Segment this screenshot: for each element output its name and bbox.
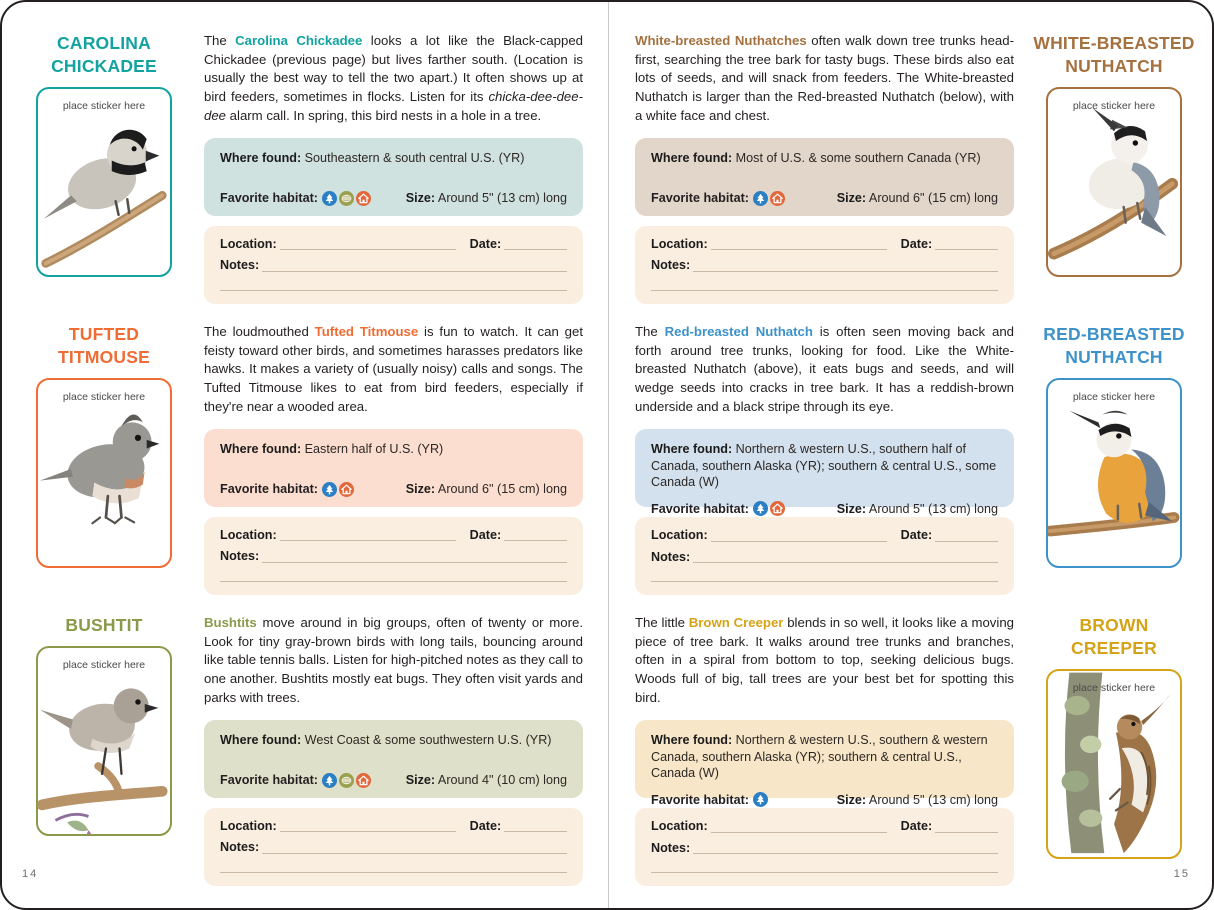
- notes-input-line-2[interactable]: [651, 572, 998, 582]
- notes-row: [651, 551, 998, 564]
- size-label: Size:: [836, 792, 867, 807]
- bird-description: The Carolina Chickadee looks a lot like the Black-capped Chickadee (previous page) but lives farther south. (Location is usually the best way to tell the two apart.) It often shows up at bird feeders, sometimes in flocks. Listen for its chicka-dee-dee-dee alarm call. In spring, this bird nests in a hole in a tree.: [204, 33, 583, 123]
- notes-label: Notes:: [220, 840, 260, 855]
- where-found-value: West Coast & some southwestern U.S. (YR): [304, 732, 552, 747]
- sticker-slot[interactable]: [36, 378, 172, 568]
- notes-label: Notes:: [651, 549, 691, 564]
- right-page: [607, 2, 1212, 908]
- location-label: Location:: [220, 818, 277, 833]
- bird-illustration-rbnuthatch: [1048, 380, 1180, 566]
- location-date-row: [220, 529, 567, 542]
- location-date-row: [651, 820, 998, 833]
- habitat-icon-yard: [770, 501, 785, 516]
- favorite-habitat-label: Favorite habitat:: [220, 773, 318, 788]
- location-label: Location:: [651, 819, 708, 833]
- where-found-value: Eastern half of U.S. (YR): [304, 441, 444, 456]
- sticker-placeholder-label: place sticker here: [62, 391, 146, 404]
- notes-input-line-2[interactable]: [651, 281, 998, 291]
- date-label: Date:: [900, 236, 933, 251]
- notes-row: [651, 259, 998, 272]
- favorite-habitat-label: Favorite habitat:: [651, 792, 749, 807]
- notes-input-line-1[interactable]: [693, 552, 998, 563]
- habitat-icon-list: [753, 792, 770, 807]
- field-notes-box: [204, 517, 583, 595]
- sticker-placeholder-label: place sticker here: [62, 659, 146, 672]
- bird-info-column: [627, 598, 1030, 886]
- habitat-icon-yard: [339, 482, 354, 497]
- notes-input-line-1[interactable]: [693, 843, 998, 854]
- bird-name-inline: White-breasted Nuthatches: [635, 33, 807, 48]
- notes-label: Notes:: [220, 549, 260, 564]
- favorite-habitat-label: Favorite habitat:: [651, 191, 749, 206]
- where-found-label: Where found:: [651, 732, 733, 747]
- size-group: [837, 793, 998, 807]
- bird-illustration-titmouse: [38, 380, 170, 566]
- bird-illustration-chickadee: [38, 89, 170, 275]
- habitat-size-row: [220, 482, 567, 497]
- habitat-icon-list: [322, 482, 356, 497]
- bird-facts-box: [204, 720, 583, 798]
- location-date-row: [220, 820, 567, 833]
- bird-illustration-wbnuthatch: [1048, 89, 1180, 275]
- date-label: Date:: [469, 236, 502, 251]
- bird-entry: [627, 598, 1198, 886]
- bird-description: White-breasted Nuthatches often walk down tree trunks head-first, searching the tree bark for tasty bugs. These birds also eat lots of seeds, and will snack from feeders. The White-breasted Nuthatch is larger than the Red-breasted Nuthatch (below), with a white face and chest.: [635, 33, 1014, 123]
- where-found-label: Where found:: [220, 441, 302, 456]
- field-notes-box: [635, 226, 1014, 304]
- location-input[interactable]: [711, 822, 887, 833]
- habitat-icon-woods: [322, 191, 337, 206]
- notes-row: [220, 841, 567, 854]
- bird-facts-box: [635, 138, 1014, 216]
- notes-input-line-1[interactable]: [262, 261, 567, 272]
- bird-title: TUFTED TITMOUSE: [57, 324, 150, 368]
- bird-sticker-column: [20, 307, 188, 595]
- habitat-icon-yard: [770, 191, 785, 206]
- where-found-row: [220, 441, 567, 458]
- size-group: [406, 773, 567, 787]
- bird-sticker-column: [1030, 598, 1198, 886]
- habitat-icon-list: [322, 191, 373, 206]
- favorite-habitat-group: [220, 773, 373, 788]
- habitat-icon-woods: [322, 482, 337, 497]
- habitat-icon-list: [753, 501, 787, 516]
- sticker-placeholder-label: place sticker here: [1072, 100, 1156, 113]
- size-group: [837, 191, 998, 205]
- spine-divider: [608, 2, 609, 908]
- bird-entry: [20, 598, 593, 886]
- date-input[interactable]: [504, 821, 567, 832]
- bird-name-inline: Brown Creeper: [688, 615, 784, 630]
- where-found-value: Northern & western U.S., southern half of Canada, southern Alaska (YR); southern & central U.S., some Canada (W): [651, 441, 997, 490]
- bird-description: The little Brown Creeper blends in so well, it looks like a moving piece of tree bark. It walks around tree trunks and branches, often in a spiral from bottom to top, seeking delicious bugs. Woods full of big, tall trees are your best bet for spotting this bird.: [635, 615, 1014, 705]
- habitat-size-row: [651, 501, 998, 516]
- bird-entry: [20, 307, 593, 595]
- habitat-icon-yard: [356, 191, 371, 206]
- location-label: Location:: [220, 527, 277, 542]
- size-value: Around 6" (15 cm) long: [437, 482, 567, 497]
- habitat-icon-field: [339, 773, 354, 788]
- sticker-slot[interactable]: [36, 87, 172, 277]
- habitat-icon-list: [322, 773, 373, 788]
- favorite-habitat-label: Favorite habitat:: [220, 482, 318, 497]
- bird-sticker-column: [20, 598, 188, 886]
- habitat-icon-woods: [753, 191, 768, 206]
- date-label: Date:: [469, 527, 502, 542]
- bird-title: BROWN CREEPER: [1070, 615, 1157, 659]
- habitat-icon-woods: [753, 501, 768, 516]
- location-input[interactable]: [280, 821, 456, 832]
- date-input[interactable]: [935, 822, 998, 833]
- favorite-habitat-group: [220, 191, 373, 206]
- size-value: Around 4" (10 cm) long: [437, 773, 567, 788]
- location-date-row: [651, 238, 998, 251]
- field-notes-box: [635, 808, 1014, 886]
- size-label: Size:: [405, 482, 436, 497]
- call-phrase: chicka-dee-dee-dee: [204, 89, 583, 123]
- bird-facts-box: [204, 138, 583, 216]
- location-label: Location:: [220, 236, 277, 251]
- favorite-habitat-label: Favorite habitat:: [220, 191, 318, 206]
- sticker-slot[interactable]: [1046, 87, 1182, 277]
- bird-name-inline: Carolina Chickadee: [235, 33, 363, 48]
- notes-row: [651, 842, 998, 855]
- habitat-icon-yard: [356, 773, 371, 788]
- where-found-row: [220, 150, 567, 167]
- field-notes-box: [204, 226, 583, 304]
- left-page: [2, 2, 607, 908]
- date-input[interactable]: [504, 530, 567, 541]
- location-label: Location:: [651, 528, 708, 542]
- date-label: Date:: [900, 528, 933, 542]
- date-label: Date:: [469, 818, 502, 833]
- notes-input-line-1[interactable]: [262, 552, 567, 563]
- bird-info-column: [188, 598, 593, 886]
- location-input[interactable]: [711, 531, 887, 542]
- bird-description: The Red-breasted Nuthatch is often seen moving back and forth around tree trunks, looking for food. Like the White-breasted Nuthatch (above), it eats bugs and seeds, and will wedge seeds into cracks in tree bark. It has a reddish-brown underside and a black stripe through its eye.: [635, 324, 1014, 414]
- size-label: Size:: [836, 191, 867, 206]
- location-date-row: [220, 238, 567, 251]
- size-value: Around 5" (13 cm) long: [437, 191, 567, 206]
- where-found-value: Southeastern & south central U.S. (YR): [304, 150, 525, 165]
- where-found-row: [220, 732, 567, 749]
- bird-name-inline: Bushtits: [204, 615, 257, 630]
- location-input[interactable]: [280, 530, 456, 541]
- notes-row: [220, 550, 567, 563]
- size-value: Around 5" (13 cm) long: [868, 501, 998, 516]
- notes-input-line-2[interactable]: [220, 572, 567, 582]
- sticker-placeholder-label: place sticker here: [62, 100, 146, 113]
- bird-illustration-creeper: [1048, 671, 1180, 857]
- favorite-habitat-group: [220, 482, 356, 497]
- notes-input-line-1[interactable]: [693, 261, 998, 272]
- date-input[interactable]: [935, 239, 998, 250]
- bird-entry: [627, 16, 1198, 304]
- bird-info-column: [627, 16, 1030, 304]
- sticker-placeholder-label: place sticker here: [1072, 391, 1156, 404]
- where-found-row: [651, 732, 998, 783]
- favorite-habitat-group: [651, 792, 770, 807]
- bird-title: BUSHTIT: [65, 615, 143, 635]
- sticker-placeholder-label: place sticker here: [1072, 682, 1156, 695]
- size-group: [837, 502, 998, 516]
- favorite-habitat-group: [651, 501, 787, 516]
- habitat-size-row: [220, 191, 567, 206]
- size-value: Around 6" (15 cm) long: [868, 191, 998, 206]
- where-found-label: Where found:: [651, 441, 733, 456]
- bird-info-column: [627, 307, 1030, 595]
- where-found-row: [651, 150, 998, 167]
- size-label: Size:: [836, 501, 867, 516]
- where-found-label: Where found:: [220, 150, 302, 165]
- bird-info-column: [188, 16, 593, 304]
- size-label: Size:: [405, 773, 436, 788]
- habitat-icon-woods: [753, 792, 768, 807]
- habitat-icon-field: [339, 191, 354, 206]
- bird-facts-box: [635, 720, 1014, 807]
- sticker-slot[interactable]: [1046, 669, 1182, 859]
- where-found-value: Most of U.S. & some southern Canada (YR): [735, 150, 981, 165]
- size-value: Around 5" (13 cm) long: [868, 792, 998, 807]
- sticker-slot[interactable]: [1046, 378, 1182, 568]
- where-found-label: Where found:: [651, 150, 733, 165]
- size-label: Size:: [405, 191, 436, 206]
- notes-row: [220, 259, 567, 272]
- bird-sticker-column: [1030, 307, 1198, 595]
- bird-sticker-column: [20, 16, 188, 304]
- favorite-habitat-group: [651, 191, 787, 206]
- where-found-row: [651, 441, 998, 492]
- bird-entry: [627, 307, 1198, 595]
- notes-input-line-2[interactable]: [220, 863, 567, 873]
- date-input[interactable]: [504, 239, 567, 250]
- notes-label: Notes:: [220, 258, 260, 273]
- sticker-slot[interactable]: [36, 646, 172, 836]
- habitat-size-row: [651, 191, 998, 206]
- where-found-value: Northern & western U.S., southern & western Canada, southern Alaska (YR); southern & central U.S., Canada (W): [651, 732, 988, 781]
- location-label: Location:: [651, 236, 708, 251]
- habitat-icon-woods: [322, 773, 337, 788]
- notes-label: Notes:: [651, 840, 691, 855]
- field-notes-box: [204, 808, 583, 886]
- location-date-row: [651, 529, 998, 542]
- date-input[interactable]: [935, 531, 998, 542]
- date-label: Date:: [900, 819, 933, 833]
- notes-input-line-2[interactable]: [651, 863, 998, 873]
- bird-sticker-column: [1030, 16, 1198, 304]
- size-group: [406, 191, 567, 205]
- bird-illustration-bushtit: [38, 648, 170, 834]
- habitat-size-row: [220, 773, 567, 788]
- where-found-label: Where found:: [220, 732, 302, 747]
- bird-name-inline: Tufted Titmouse: [314, 324, 419, 339]
- page-number-left: 14: [22, 868, 39, 880]
- location-input[interactable]: [711, 239, 887, 250]
- notes-input-line-2[interactable]: [220, 281, 567, 291]
- bird-title: RED-BREASTED NUTHATCH: [1043, 324, 1185, 368]
- bird-name-inline: Red-breasted Nuthatch: [664, 324, 813, 339]
- bird-description: Bushtits move around in big groups, often of twenty or more. Look for tiny gray-brown birds with long tails, bouncing around like table tennis balls. Listen for high-pitched notes as they call to one another. Bushtits mostly eat bugs. They often visit yards and parks with trees.: [204, 615, 583, 705]
- bird-facts-box: [204, 429, 583, 507]
- habitat-icon-list: [753, 191, 787, 206]
- page-number-right: 15: [1173, 868, 1190, 880]
- bird-facts-box: [635, 429, 1014, 516]
- favorite-habitat-label: Favorite habitat:: [651, 501, 749, 516]
- notes-label: Notes:: [651, 258, 691, 273]
- bird-title: CAROLINA CHICKADEE: [51, 33, 157, 77]
- bird-description: The loudmouthed Tufted Titmouse is fun to watch. It can get feisty toward other birds, and sometimes harasses predators like hawks. It makes a variety of (usually noisy) calls and songs. The Tufted Titmouse likes to eat from bird feeders, especially if they're near a wooded area.: [204, 324, 583, 414]
- size-group: [406, 482, 567, 496]
- bird-entry: [20, 16, 593, 304]
- notes-input-line-1[interactable]: [262, 843, 567, 854]
- location-input[interactable]: [280, 239, 456, 250]
- bird-info-column: [188, 307, 593, 595]
- field-notes-box: [635, 517, 1014, 595]
- habitat-size-row: [651, 792, 998, 807]
- bird-title: WHITE-BREASTED NUTHATCH: [1033, 33, 1195, 77]
